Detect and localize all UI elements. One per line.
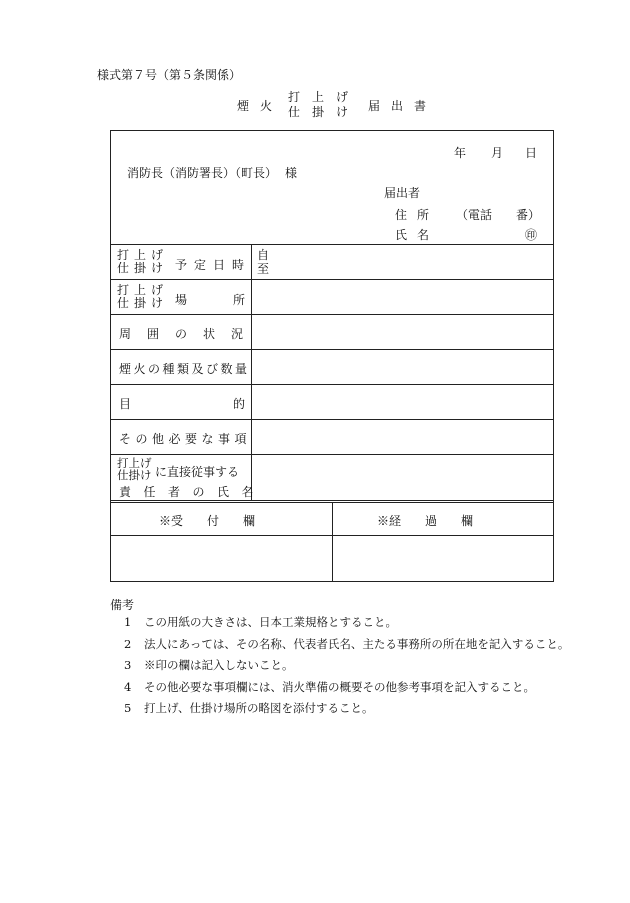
note-item [124,614,397,630]
note-item [124,700,374,716]
schedule-label: 予定日時 [175,258,252,272]
note-item [124,679,535,695]
fireworks-kind-label: 煙火の種類及び数量 [119,362,250,376]
notes-title: 備考 [110,598,135,612]
schedule-from: 自 [257,248,270,262]
note-item [124,636,569,652]
note-text: その他必要な事項欄には、消火準備の概要その他参考事項を記入すること。 [144,680,535,694]
note-text: 法人にあっては、その名称、代表者氏名、主たる事務所の所在地を記入すること。 [144,637,570,651]
address-label: 住所 [395,208,440,222]
phone-label: （電話 番） [456,208,541,222]
date-month: 月 [491,146,504,160]
note-number: 2 [124,637,132,651]
responsible-stack-top: 打上げ [117,456,152,470]
schedule-stack [117,249,168,275]
other-label: その他必要な事項 [119,432,252,446]
title-left: 煙火 [237,99,284,113]
place-stack [117,284,168,310]
title-stack-top: 打上げ [288,90,361,104]
form-number: 様式第７号（第５条関係） [97,68,242,82]
seal-mark: ㊞ [525,228,538,242]
title-stack [288,90,360,120]
responsible-stack-bottom: 仕掛け [117,468,152,482]
responsible-line2: 責任者の氏名 [119,485,267,499]
reception-box-label: ※受 付 欄 [159,514,256,528]
note-text: ※印の欄は記入しないこと。 [144,658,294,672]
responsible-suffix: に直接従事する [155,465,240,479]
note-number: 4 [124,680,132,694]
applicant-label: 届出者 [384,186,421,200]
responsible-stack [117,457,152,481]
title-right: 届出書 [368,99,438,113]
place-label: 場所 [175,293,292,307]
date-year: 年 [454,146,467,160]
form-table [110,130,554,582]
title-stack-bottom: 仕掛け [288,105,361,119]
place-stack-bottom: 仕掛け [117,296,169,310]
schedule-from-to [257,248,269,276]
schedule-stack-bottom: 仕掛け [117,261,169,275]
note-number: 1 [124,615,132,629]
note-item [124,657,294,673]
note-text: 打上げ、仕掛け場所の略図を添付すること。 [144,701,374,715]
schedule-stack-top: 打上げ [117,248,169,262]
surroundings-label: 周囲の状況 [119,327,260,341]
place-stack-top: 打上げ [117,283,169,297]
note-number: 5 [124,701,132,715]
purpose-label-b: 的 [233,397,246,411]
honorific: 様 [285,166,298,180]
addressee: 消防長（消防署長）（町長） [127,166,278,180]
note-text: この用紙の大きさは、日本工業規格とすること。 [144,615,397,629]
note-number: 3 [124,658,132,672]
name-label: 氏名 [395,228,440,242]
date-day: 日 [525,146,538,160]
progress-box-label: ※経 過 欄 [377,514,474,528]
schedule-to: 至 [257,262,270,276]
purpose-label-a: 目 [119,397,132,411]
